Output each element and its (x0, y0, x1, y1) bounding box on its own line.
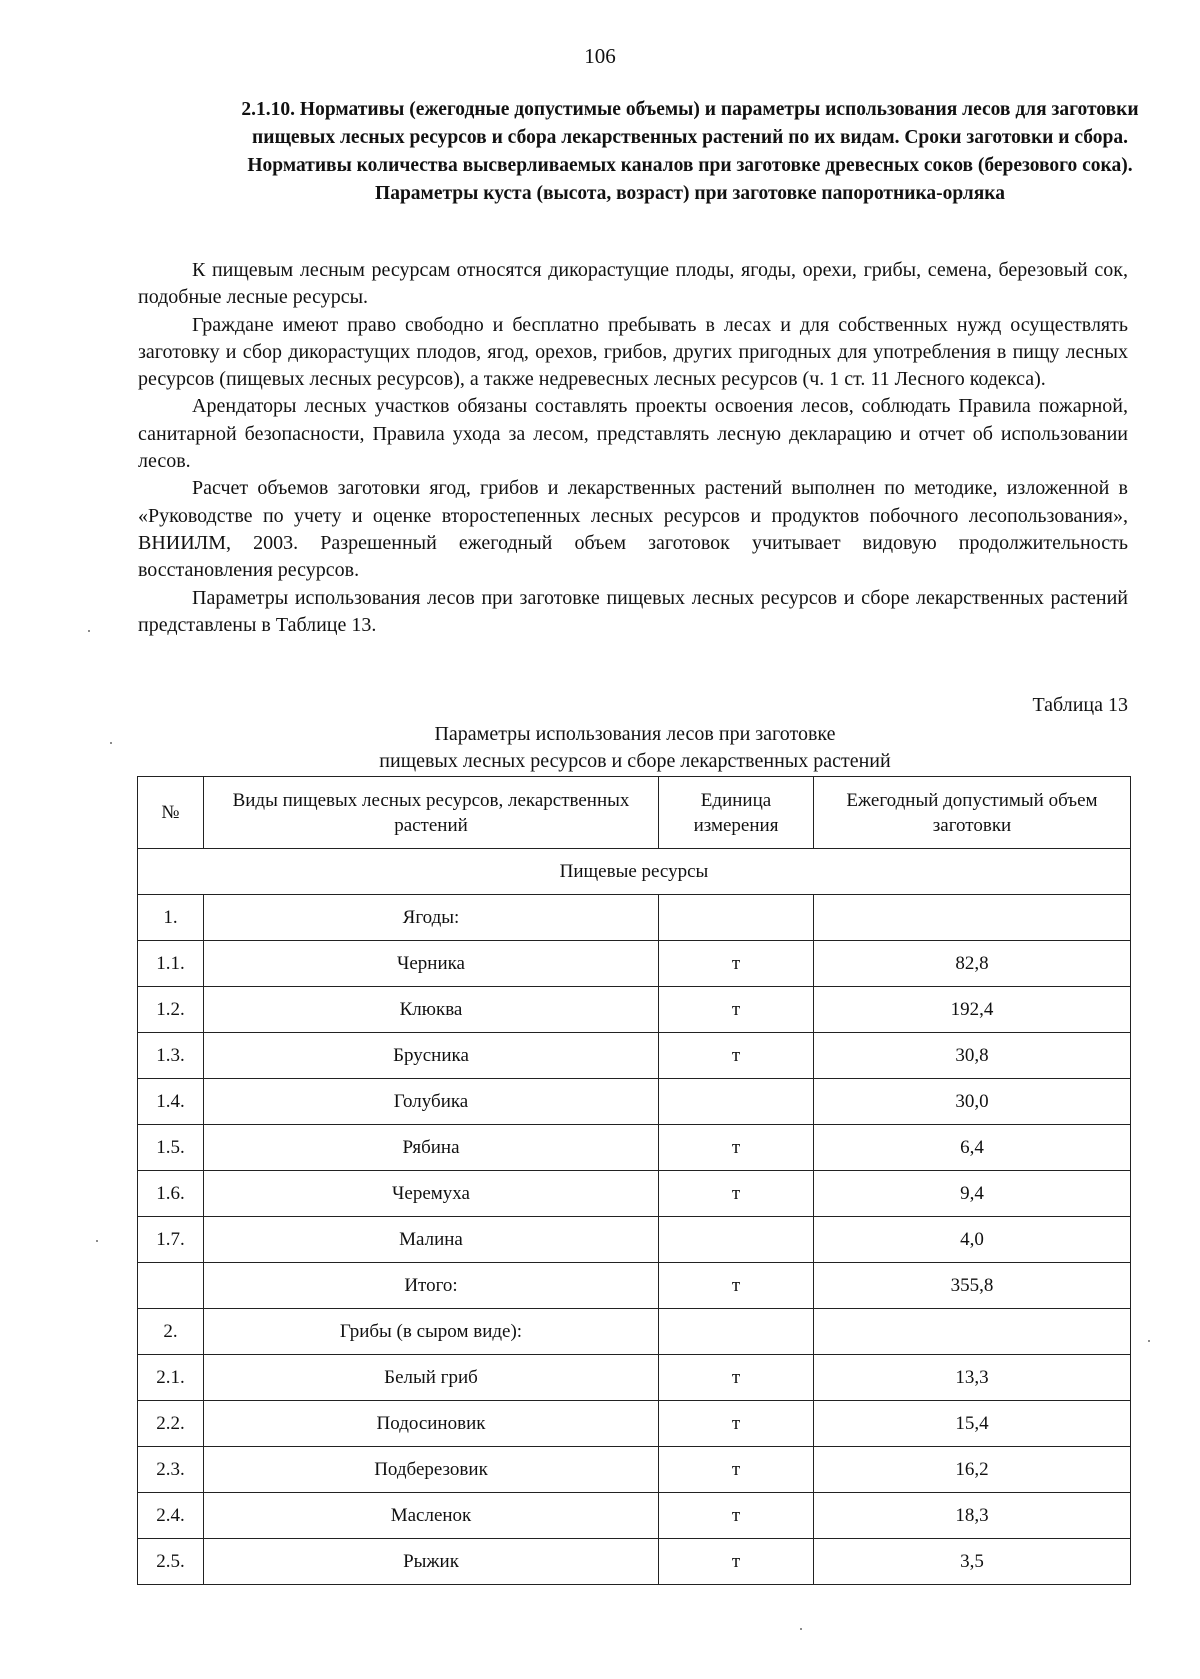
row-name: Малина (204, 1217, 659, 1263)
row-number: 2.1. (138, 1355, 204, 1401)
row-number: 1.5. (138, 1125, 204, 1171)
table-row (138, 941, 1131, 987)
row-unit: т (659, 1171, 814, 1217)
scan-speck (96, 1240, 98, 1242)
row-number: 1.4. (138, 1079, 204, 1125)
row-name: Подберезовик (204, 1447, 659, 1493)
row-name: Брусника (204, 1033, 659, 1079)
row-value: 192,4 (814, 987, 1131, 1033)
row-value (814, 895, 1131, 941)
page-number: 106 (584, 44, 616, 68)
row-unit (659, 1079, 814, 1125)
row-name: Ягоды: (204, 895, 659, 941)
row-number: 2. (138, 1309, 204, 1355)
row-number: 1.3. (138, 1033, 204, 1079)
row-unit: т (659, 987, 814, 1033)
table-row (138, 1539, 1131, 1585)
paragraph: Расчет объемов заготовки ягод, грибов и лекарственных растений выполнен по методике, изложенной в «Руководстве по учету и оценке второстепенных лесных ресурсов и продуктов побочного лесопользования», ВНИИЛМ, 2003. Разрешенный ежегодный объем заготовок учитывает видовую продолжительность восстановления ресурсов. (138, 477, 1128, 582)
scan-speck (1148, 1340, 1150, 1342)
row-unit: т (659, 1493, 814, 1539)
paragraph: Граждане имеют право свободно и бесплатно пребывать в лесах и для собственных нужд осуществлять заготовку и сбор дикорастущих плодов, ягод, орехов, грибов, других пригодных для употребления в пищу лесных ресурсов (пищевых лесных ресурсов), а также недревесных лесных ресурсов (ч. 1 ст. 11 Лесного кодекса). (138, 313, 1128, 391)
row-value (814, 1309, 1131, 1355)
row-value: 6,4 (814, 1125, 1131, 1171)
table-body (138, 849, 1131, 1585)
row-value: 16,2 (814, 1447, 1131, 1493)
table-row (138, 1171, 1131, 1217)
row-number: 1. (138, 895, 204, 941)
paragraph: К пищевым лесным ресурсам относятся дикорастущие плоды, ягоды, орехи, грибы, семена, березовый сок, подобные лесные ресурсы. (138, 259, 1128, 309)
row-number: 2.2. (138, 1401, 204, 1447)
header-volume: Ежегодный допустимый объем заготовки (814, 777, 1131, 849)
table-row (138, 1401, 1131, 1447)
scan-speck (800, 1628, 802, 1630)
table-row (138, 1079, 1131, 1125)
row-name: Голубика (204, 1079, 659, 1125)
row-number: 2.5. (138, 1539, 204, 1585)
header-kind: Виды пищевых лесных ресурсов, лекарственных растений (204, 777, 659, 849)
table-row (138, 1033, 1131, 1079)
row-number: 1.6. (138, 1171, 204, 1217)
row-number: 1.2. (138, 987, 204, 1033)
row-number: 1.1. (138, 941, 204, 987)
scan-speck (88, 630, 90, 632)
row-name: Грибы (в сыром виде): (204, 1309, 659, 1355)
row-name: Клюква (204, 987, 659, 1033)
row-value: 4,0 (814, 1217, 1131, 1263)
section-title: Пищевые ресурсы (138, 849, 1131, 895)
header-no: № (138, 777, 204, 849)
row-unit (659, 895, 814, 941)
table-header-row (138, 777, 1131, 849)
row-unit: т (659, 1125, 814, 1171)
row-name: Черника (204, 941, 659, 987)
row-unit (659, 1217, 814, 1263)
table-row (138, 987, 1131, 1033)
resources-table (137, 776, 1131, 1585)
row-number (138, 1263, 204, 1309)
row-value: 3,5 (814, 1539, 1131, 1585)
section-row (138, 849, 1131, 895)
row-name: Белый гриб (204, 1355, 659, 1401)
row-value: 82,8 (814, 941, 1131, 987)
table-row (138, 1263, 1131, 1309)
body-text (138, 257, 1128, 639)
table-row (138, 1493, 1131, 1539)
row-unit: т (659, 941, 814, 987)
table-row (138, 1217, 1131, 1263)
row-number: 2.4. (138, 1493, 204, 1539)
row-unit: т (659, 1447, 814, 1493)
row-name: Подосиновик (204, 1401, 659, 1447)
row-unit (659, 1309, 814, 1355)
table-label: Таблица 13 (1032, 694, 1128, 716)
row-name: Рябина (204, 1125, 659, 1171)
row-value: 18,3 (814, 1493, 1131, 1539)
table-caption-line: Параметры использования лесов при заготовке (434, 723, 836, 745)
section-heading: 2.1.10. Нормативы (ежегодные допустимые объемы) и параметры использования лесов для заготовки пищевых лесных ресурсов и сбора лекарственных растений по их видам. Сроки заготовки и сбора. Нормативы количества высверливаемых каналов при заготовке древесных соков (березового сока). Параметры куста (высота, возраст) при заготовке папоротника-орляка (241, 99, 1139, 204)
row-value: 30,8 (814, 1033, 1131, 1079)
row-unit: т (659, 1401, 814, 1447)
row-value: 15,4 (814, 1401, 1131, 1447)
table-caption-line: пищевых лесных ресурсов и сборе лекарственных растений (379, 750, 891, 772)
row-value: 13,3 (814, 1355, 1131, 1401)
table-row (138, 895, 1131, 941)
row-unit: т (659, 1355, 814, 1401)
table-caption (250, 721, 1020, 775)
table-row (138, 1447, 1131, 1493)
paragraph: Арендаторы лесных участков обязаны составлять проекты освоения лесов, соблюдать Правила пожарной, санитарной безопасности, Правила ухода за лесом, представлять лесную декларацию и отчет об использовании лесов. (138, 395, 1128, 473)
row-value: 355,8 (814, 1263, 1131, 1309)
scan-speck (110, 742, 112, 744)
row-value: 30,0 (814, 1079, 1131, 1125)
row-unit: т (659, 1033, 814, 1079)
row-value: 9,4 (814, 1171, 1131, 1217)
paragraph: Параметры использования лесов при заготовке пищевых лесных ресурсов и сборе лекарственных растений представлены в Таблице 13. (138, 586, 1128, 636)
row-number: 1.7. (138, 1217, 204, 1263)
header-unit: Единица измерения (659, 777, 814, 849)
table-row (138, 1125, 1131, 1171)
row-unit: т (659, 1263, 814, 1309)
row-name: Итого: (204, 1263, 659, 1309)
row-unit: т (659, 1539, 814, 1585)
table-row (138, 1309, 1131, 1355)
row-number: 2.3. (138, 1447, 204, 1493)
row-name: Рыжик (204, 1539, 659, 1585)
row-name: Черемуха (204, 1171, 659, 1217)
row-name: Масленок (204, 1493, 659, 1539)
table-row (138, 1355, 1131, 1401)
